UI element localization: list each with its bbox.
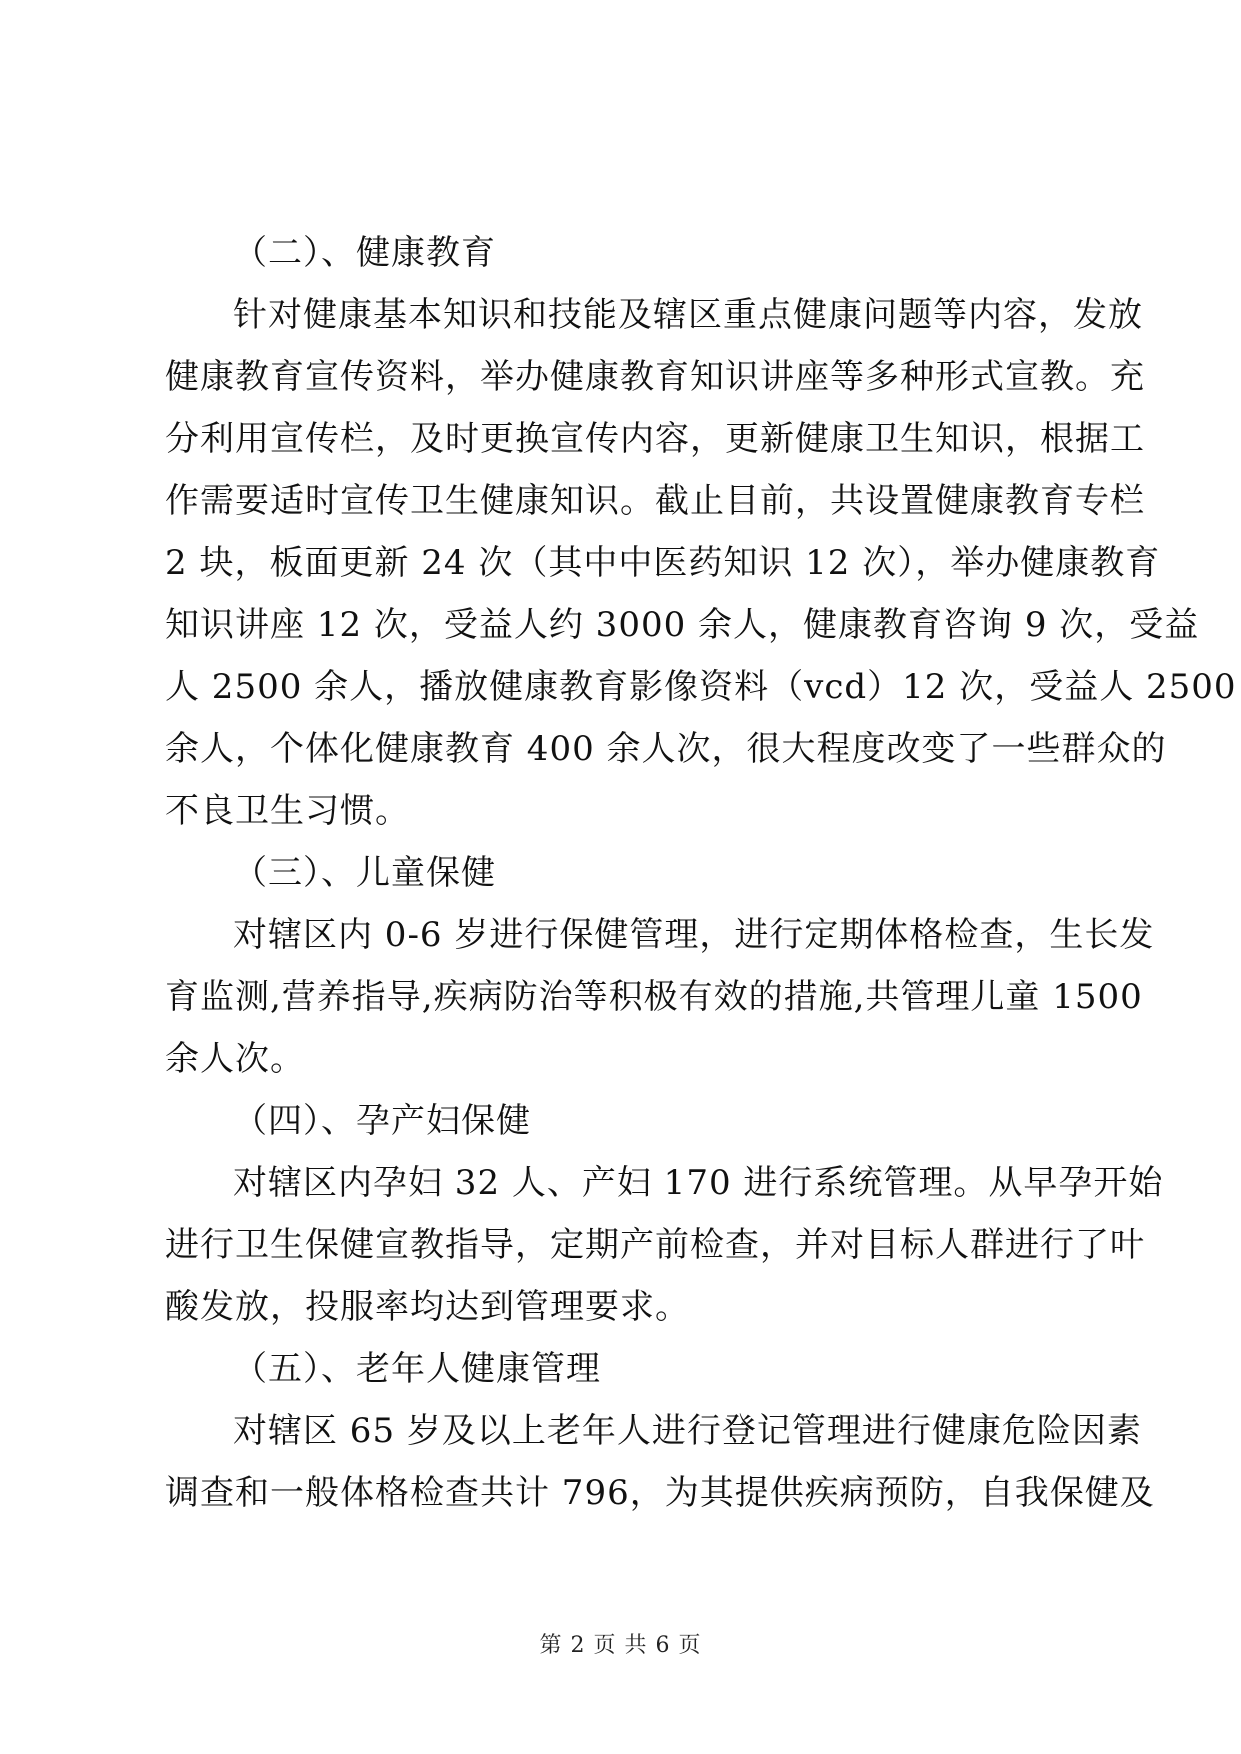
section-health-education (165, 222, 1237, 842)
paragraph-line: 健康教育宣传资料，举办健康教育知识讲座等多种形式宣教。充 (165, 357, 1145, 397)
paragraph-line: 余人，个体化健康教育 400 余人次，很大程度改变了一些群众的 (165, 729, 1167, 769)
paragraph-line: 育监测,营养指导,疾病防治等积极有效的措施,共管理儿童 1500 (165, 977, 1143, 1017)
paragraph-line: 对辖区内孕妇 32 人、产妇 170 进行系统管理。从早孕开始 (233, 1163, 1164, 1203)
paragraph-line: 作需要适时宣传卫生健康知识。截止目前，共设置健康教育专栏 (165, 481, 1145, 521)
paragraph-line: 进行卫生保健宣教指导，定期产前检查，并对目标人群进行了叶 (165, 1225, 1145, 1265)
section-heading: （二）、健康教育 (233, 233, 496, 273)
paragraph-line: 调查和一般体格检查共计 796，为其提供疾病预防，自我保健及 (165, 1473, 1155, 1513)
section-heading: （三）、儿童保健 (233, 853, 496, 893)
section-paragraph (165, 1152, 1164, 1338)
paragraph-line: 知识讲座 12 次，受益人约 3000 余人，健康教育咨询 9 次，受益 (165, 605, 1200, 645)
paragraph-line: 对辖区内 0-6 岁进行保健管理，进行定期体格检查，生长发 (233, 915, 1155, 955)
section-paragraph (165, 284, 1237, 842)
section-heading: （五）、老年人健康管理 (233, 1349, 601, 1389)
paragraph-line: 余人次。 (165, 1039, 305, 1079)
section-child-health (165, 842, 1155, 1090)
section-heading: （四）、孕产妇保健 (233, 1101, 531, 1141)
paragraph-line: 2 块，板面更新 24 次（其中中医药知识 12 次），举办健康教育 (165, 543, 1161, 583)
section-maternal-health (165, 1090, 1164, 1338)
paragraph-line: 人 2500 余人，播放健康教育影像资料（vcd）12 次，受益人 2500 (165, 667, 1237, 707)
section-paragraph (165, 904, 1155, 1090)
paragraph-line: 分利用宣传栏，及时更换宣传内容，更新健康卫生知识，根据工 (165, 419, 1145, 459)
paragraph-line: 酸发放，投服率均达到管理要求。 (165, 1287, 690, 1327)
page-number-footer: 第 2 页 共 6 页 (539, 1633, 702, 1658)
paragraph-line: 针对健康基本知识和技能及辖区重点健康问题等内容，发放 (233, 295, 1143, 335)
paragraph-line: 对辖区 65 岁及以上老年人进行登记管理进行健康危险因素 (233, 1411, 1142, 1451)
document-body (165, 222, 1237, 1524)
paragraph-line: 不良卫生习惯。 (165, 791, 410, 831)
section-elderly-health (165, 1338, 1155, 1524)
section-paragraph (165, 1400, 1155, 1524)
